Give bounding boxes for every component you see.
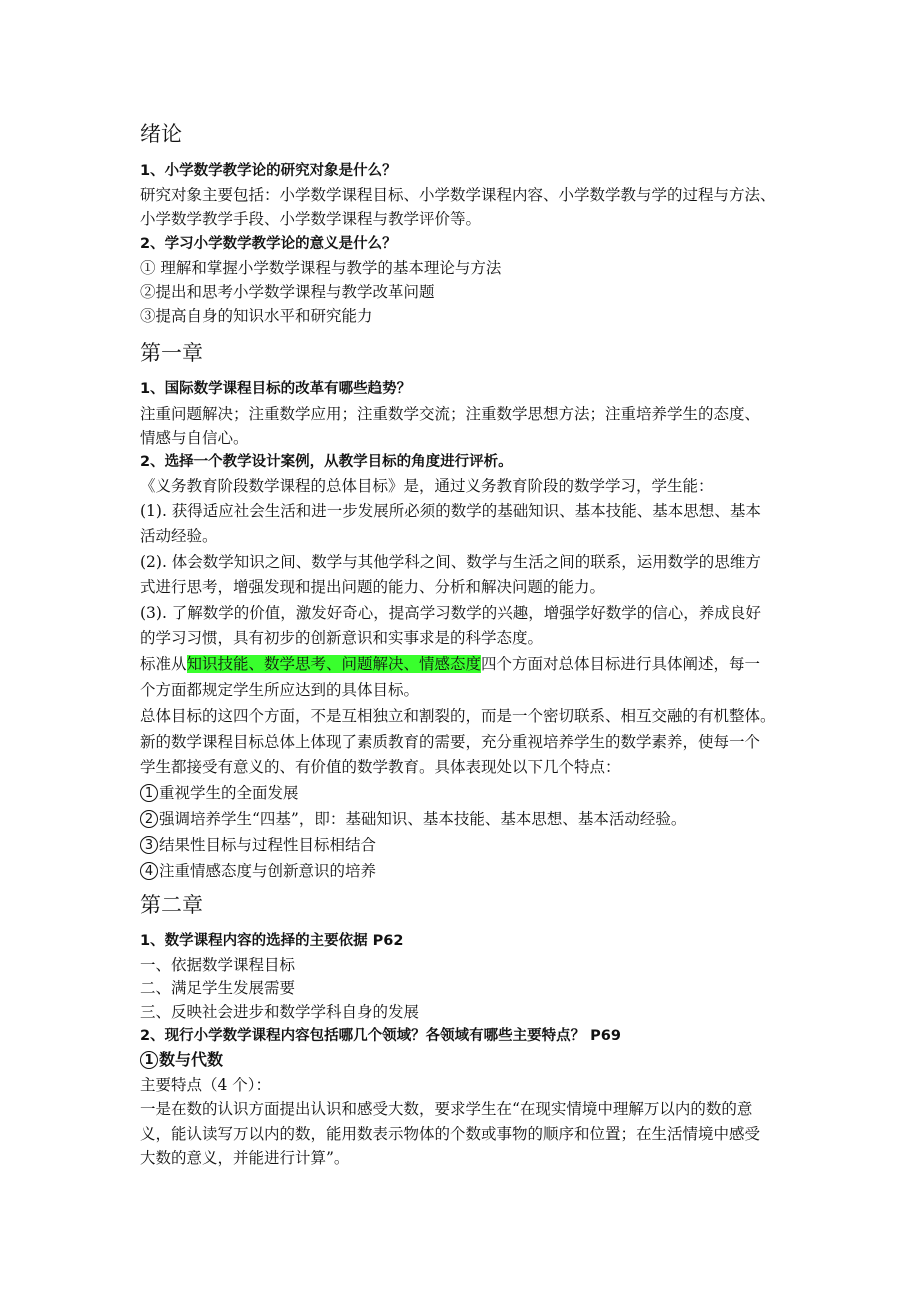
question-heading: 2、选择一个教学设计案例，从教学目标的角度进行评析。 bbox=[140, 454, 513, 470]
domain-title: 数与代数 bbox=[159, 1050, 224, 1069]
paragraph-line: 活动经验。 bbox=[140, 527, 218, 545]
feature-text: 注重情感态度与创新意识的培养 bbox=[159, 862, 377, 880]
circled-number-icon: 3 bbox=[140, 836, 158, 854]
paragraph-line: (1). 获得适应社会生活和进一步发展所必须的数学的基础知识、基本技能、基本思想、基本 bbox=[140, 502, 761, 520]
paragraph-line: (3). 了解数学的价值，激发好奇心，提高学习数学的兴趣，增强学好数学的信心，养成良好 bbox=[140, 604, 761, 622]
question-heading: 1、国际数学课程目标的改革有哪些趋势？ bbox=[140, 381, 412, 397]
paragraph-line: 个方面都规定学生所应达到的具体目标。 bbox=[140, 681, 420, 699]
answer-line: 一、依据数学课程目标 bbox=[140, 956, 296, 974]
paragraph-line: 学生都接受有意义的、有价值的数学教育。具体表现处以下几个特点： bbox=[140, 758, 621, 776]
domain-heading bbox=[140, 1049, 223, 1071]
answer-line: ① 理解和掌握小学数学课程与教学的基本理论与方法 bbox=[140, 259, 502, 277]
paragraph-line: 一是在数的认识方面提出认识和感受大数，要求学生在“在现实情境中理解万以内的数的意 bbox=[140, 1100, 753, 1118]
section-title-intro: 绪论 bbox=[140, 122, 182, 146]
highlighted-text: 知识技能、数学思考、问题解决、情感态度 bbox=[186, 655, 482, 673]
section-title-chapter-1: 第一章 bbox=[140, 341, 203, 365]
paragraph-line: 大数的意义，并能进行计算”。 bbox=[140, 1149, 350, 1167]
circled-number-icon: 1 bbox=[140, 1051, 158, 1069]
answer-line: 注重问题解决；注重数学应用；注重数学交流；注重数学思想方法；注重培养学生的态度、 bbox=[140, 405, 761, 423]
question-heading: 1、小学数学教学论的研究对象是什么？ bbox=[140, 163, 397, 179]
paragraph-line: 《义务教育阶段数学课程的总体目标》是，通过义务教育阶段的数学学习，学生能： bbox=[140, 477, 714, 495]
paragraph-line: 式进行思考，增强发现和提出问题的能力、分析和解决问题的能力。 bbox=[140, 578, 606, 596]
paragraph-line: 主要特点（4 个）： bbox=[140, 1076, 272, 1094]
feature-item bbox=[140, 782, 299, 804]
paragraph-line: (2). 体会数学知识之间、数学与其他学科之间、数学与生活之间的联系，运用数学的思维方 bbox=[140, 553, 761, 571]
paragraph-line-highlighted bbox=[140, 653, 760, 675]
answer-line: ③提高自身的知识水平和研究能力 bbox=[140, 307, 373, 325]
feature-item bbox=[140, 808, 686, 830]
feature-text: 强调培养学生“四基”，即：基础知识、基本技能、基本思想、基本活动经验。 bbox=[159, 810, 687, 828]
circled-number-icon: 4 bbox=[140, 862, 158, 880]
answer-line: 三、反映社会进步和数学学科自身的发展 bbox=[140, 1003, 420, 1021]
answer-line: ②提出和思考小学数学课程与教学改革问题 bbox=[140, 283, 435, 301]
paragraph-line: 新的数学课程目标总体上体现了素质教育的需要，充分重视培养学生的数学素养，使每一个 bbox=[140, 733, 761, 751]
circled-number-icon: 1 bbox=[140, 784, 158, 802]
paragraph-line: 义，能认读写万以内的数，能用数表示物体的个数或事物的顺序和位置；在生活情境中感受 bbox=[140, 1125, 761, 1143]
feature-text: 重视学生的全面发展 bbox=[159, 784, 299, 802]
text-span: 标准从 bbox=[140, 655, 187, 673]
question-heading: 2、现行小学数学课程内容包括哪几个领域？各领域有哪些主要特点？ P69 bbox=[140, 1028, 621, 1044]
circled-number-icon: 2 bbox=[140, 810, 158, 828]
answer-line: 情感与自信心。 bbox=[140, 429, 249, 447]
question-heading: 2、学习小学数学教学论的意义是什么？ bbox=[140, 236, 397, 252]
paragraph-line: 的学习习惯，具有初步的创新意识和实事求是的科学态度。 bbox=[140, 629, 544, 647]
answer-line: 研究对象主要包括：小学数学课程目标、小学数学课程内容、小学数学教与学的过程与方法、 bbox=[140, 186, 776, 204]
feature-text: 结果性目标与过程性目标相结合 bbox=[159, 836, 377, 854]
answer-line: 二、满足学生发展需要 bbox=[140, 979, 296, 997]
feature-item bbox=[140, 834, 376, 856]
answer-line: 小学数学教学手段、小学数学课程与教学评价等。 bbox=[140, 210, 482, 228]
paragraph-line: 总体目标的这四个方面，不是互相独立和割裂的，而是一个密切联系、相互交融的有机整体。 bbox=[140, 707, 776, 725]
section-title-chapter-2: 第二章 bbox=[140, 893, 203, 917]
text-span: 四个方面对总体目标进行具体阐述，每一 bbox=[481, 655, 761, 673]
question-heading: 1、数学课程内容的选择的主要依据 P62 bbox=[140, 933, 404, 949]
feature-item bbox=[140, 860, 376, 882]
